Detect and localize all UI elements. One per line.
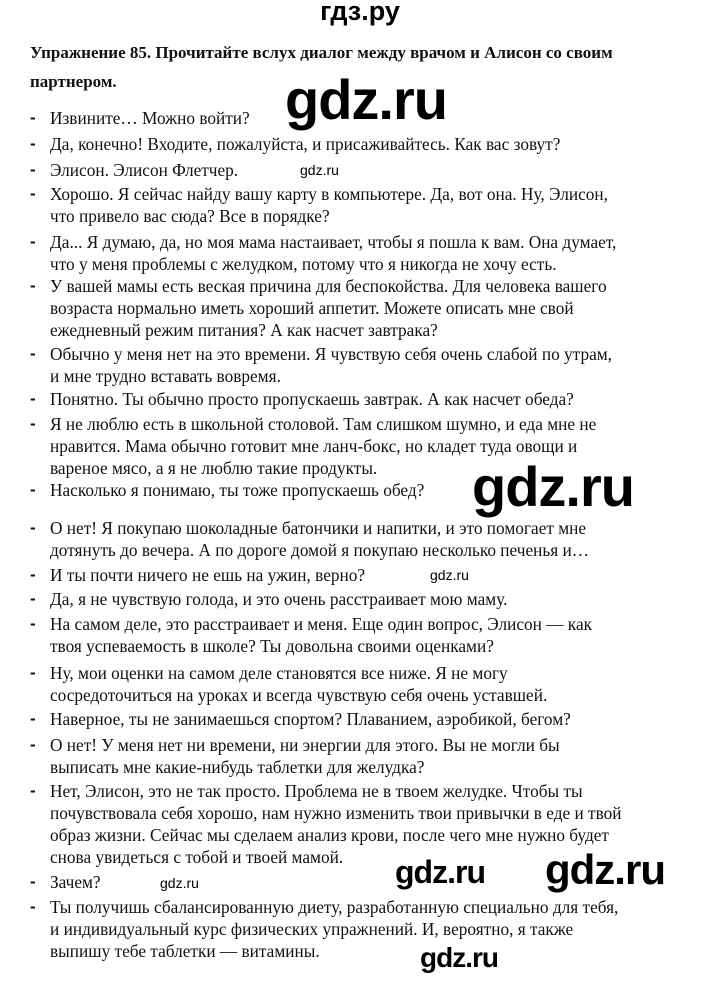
dash-marker: - [30,589,36,608]
dash-marker: - [30,232,36,251]
text-line: нравится. Мама обычно готовит мне ланч-бокс, но кладет туда овощи и [50,436,578,456]
text-line: вареное мясо, а я не люблю такие продукты. [50,458,378,478]
dialog-text [50,613,592,657]
text-line: Да, конечно! Входите, пожалуйста, и присаживайтесь. Как вас зовут? [50,134,561,154]
dialog-text [50,107,250,129]
watermark: gdz.ru [545,846,665,893]
dialog-text [50,133,560,155]
dash-marker: - [30,389,36,408]
watermark: gdz.ru [395,854,485,890]
dialog-text [50,159,238,181]
exercise-title: Упражнение 85. Прочитайте вслух диалог между врачом и Алисон со своим партнером. [30,43,613,91]
dialog-text [50,231,616,275]
text-line: Обычно у меня нет на это времени. Я чувствую себя очень слабой по утрам, [50,344,613,364]
dash-marker: - [30,108,36,127]
text-line: Насколько я понимаю, ты тоже пропускаешь обед? [50,480,425,500]
text-line: О нет! У меня нет ни времени, ни энергии для этого. Вы не могли бы [50,735,560,755]
dash-marker: - [30,184,36,203]
dialog-text [50,896,618,962]
dash-marker: - [30,735,36,754]
watermark: gdz.ru [420,942,498,973]
dialog-text [50,388,574,410]
dash-marker: - [30,480,36,499]
dialog-text [50,275,607,341]
text-line: Нет, Элисон, это не так просто. Проблема не в твоем желудке. Чтобы ты [50,781,583,801]
dash-marker: - [30,709,36,728]
text-line: О нет! Я покупаю шоколадные батончики и напитки, и это помогает мне [50,518,587,538]
dialog-text [50,780,622,868]
dash-marker: - [30,663,36,682]
dialog-text [50,662,547,706]
dialog-text [50,734,560,778]
text-line: На самом деле, это расстраивает и меня. Еще один вопрос, Элисон — как [50,614,593,634]
watermark: gdz.ru [160,875,199,891]
dialog-text [50,343,612,387]
text-line: ежедневный режим питания? А как насчет завтрака? [50,320,438,340]
dash-marker: - [30,614,36,633]
dash-marker: - [30,781,36,800]
watermark: gdz.ru [285,68,447,131]
dash-marker: - [30,276,36,295]
dialog-text [50,564,365,586]
text-line: Да, я не чувствую голода, и это очень расстраивает мою маму. [50,589,508,609]
dash-marker: - [30,872,36,891]
dialog-text [50,517,589,561]
text-line: твоя успеваемость в школе? Ты довольна своими оценками? [50,636,494,656]
text-line: У вашей мамы есть веская причина для беспокойства. Для человека вашего [50,276,607,296]
watermark: gdz.ru [430,567,469,583]
text-line: Хорошо. Я сейчас найду вашу карту в компьютере. Да, вот она. Ну, Элисон, [50,184,608,204]
watermark: gdz.ru [300,162,339,178]
text-line: Элисон. Элисон Флетчер. [50,160,239,180]
dialog-text [50,708,571,730]
text-line: Ты получишь сбалансированную диету, разработанную специально для тебя, [50,897,619,917]
dialog-text [50,183,608,227]
text-line: Да... Я думаю, да, но моя мама настаивает, чтобы я пошла к вам. Она думает, [50,232,617,252]
text-line: снова увидеться с тобой и твоей мамой. [50,847,344,867]
dialog-text [50,588,507,610]
text-line: образ жизни. Сейчас мы сделаем анализ крови, после чего мне нужно будет [50,825,609,845]
text-line: Ну, мои оценки на самом деле становятся все ниже. Я не могу [50,663,508,683]
dash-marker: - [30,344,36,363]
text-line: Извините… Можно войти? [50,108,250,128]
dialog-text [50,479,424,501]
dash-marker: - [30,518,36,537]
site-header: гдз.ру [320,0,400,26]
text-line: и индивидуальный курс физических упражнений. И, вероятно, я также [50,919,574,939]
dash-marker: - [30,160,36,179]
text-line: возраста нормально иметь хороший аппетит. Можете описать мне свой [50,298,574,318]
text-line: дотянуть до вечера. А по дороге домой я покупаю несколько печенья и… [50,540,590,560]
text-line: Понятно. Ты обычно просто пропускаешь завтрак. А как насчет обеда? [50,389,574,409]
text-line: выпишу тебе таблетки — витамины. [50,941,320,961]
text-line: что у меня проблемы с желудком, потому что я никогда не хочу есть. [50,254,557,274]
text-line: Я не люблю есть в школьной столовой. Там слишком шумно, и еда мне не [50,414,597,434]
dialog-text [50,871,101,893]
dash-marker: - [30,565,36,584]
text-line: что привело вас сюда? Все в порядке? [50,206,330,226]
text-line: И ты почти ничего не ешь на ужин, верно? [50,565,366,585]
text-line: Зачем? [50,872,101,892]
dash-marker: - [30,134,36,153]
dash-marker: - [30,414,36,433]
dash-marker: - [30,897,36,916]
watermark: gdz.ru [472,455,634,518]
text-line: Наверное, ты не занимаешься спортом? Плаванием, аэробикой, бегом? [50,709,571,729]
text-line: почувствовала себя хорошо, нам нужно изменить твои привычки в еде и твой [50,803,622,823]
text-line: сосредоточиться на уроках и всегда чувствую себя очень уставшей. [50,685,548,705]
text-line: и мне трудно вставать вовремя. [50,366,281,386]
text-line: выписать мне какие-нибудь таблетки для желудка? [50,757,425,777]
